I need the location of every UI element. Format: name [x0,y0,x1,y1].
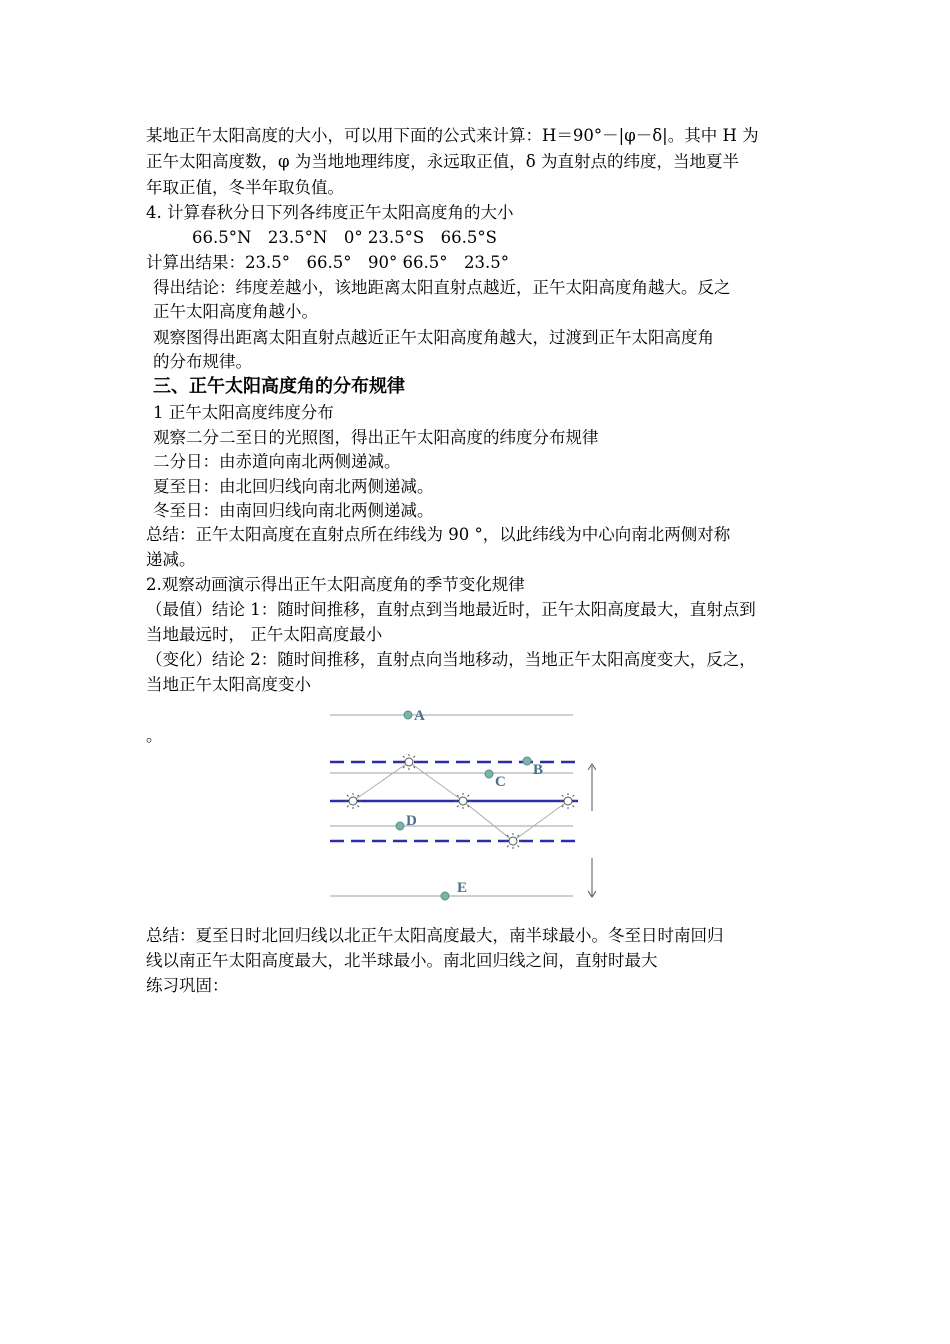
section-heading: 三、正午太阳高度角的分布规律 [153,376,405,397]
formula-line-2: 正午太阳高度数，φ 为当地地理纬度，永远取正值，δ 为直射点的纬度，当地夏半 [146,152,739,171]
observe-line-1: 观察图得出距离太阳直射点越近正午太阳高度角越大，过渡到正午太阳高度角 [153,328,714,347]
point-d [396,822,404,830]
question-4-title: 4. 计算春秋分日下列各纬度正午太阳高度角的大小 [146,203,514,222]
practice-heading: 练习巩固： [146,976,229,995]
label-b: B [533,762,544,778]
point-c [485,770,493,778]
observe-line-2: 的分布规律。 [153,352,252,371]
conclusion-line-1: 得出结论：纬度差越小，该地距离太阳直射点越近，正午太阳高度角越大。反之 [153,278,731,297]
label-c: C [495,774,506,790]
summary-2-line-2: 线以南正午太阳高度最大，北半球最小。南北回归线之间，直射时最大 [146,951,658,970]
point-a [404,711,412,719]
point-b [523,757,531,765]
conclusion-1-line-2: 当地最远时， 正午太阳高度最小 [146,625,383,644]
solar-position-diagram [326,700,596,905]
conclusion-2-line-1: （变化）结论 2：随时间推移，直射点向当地移动，当地正午太阳高度变大，反之， [146,650,756,669]
label-e: E [457,880,468,896]
summer-solstice-rule: 夏至日：由北回归线向南北两侧递减。 [153,477,434,496]
stray-period: 。 [146,726,163,745]
label-a: A [414,708,425,724]
formula-line-1: 某地正午太阳高度的大小，可以用下面的公式来计算：H＝90°－|φ－δ|。其中 H 为 [146,126,759,145]
question-4-result: 计算出结果：23.5° 66.5° 90° 66.5° 23.5° [146,253,509,272]
summary-2-line-1: 总结：夏至日时北回归线以北正午太阳高度最大，南半球最小。冬至日时南回归 [146,926,724,945]
winter-solstice-rule: 冬至日：由南回归线向南北两侧递减。 [153,501,434,520]
subsection-2-title: 2.观察动画演示得出正午太阳高度角的季节变化规律 [146,575,525,594]
label-d: D [406,813,417,829]
subsection-1-title: 1 正午太阳高度纬度分布 [153,403,334,422]
conclusion-1-line-1: （最值）结论 1：随时间推移，直射点到当地最近时，正午太阳高度最大，直射点到 [146,600,756,619]
question-4-latitudes: 66.5°N 23.5°N 0° 23.5°S 66.5°S [192,228,497,247]
summary-1-line-1: 总结：正午太阳高度在直射点所在纬线为 90 °，以此纬线为中心向南北两侧对称 [146,525,731,544]
summary-1-line-2: 递减。 [146,550,196,569]
formula-line-3: 年取正值，冬半年取负值。 [146,178,344,197]
subsection-1-observe: 观察二分二至日的光照图，得出正午太阳高度的纬度分布规律 [153,428,599,447]
conclusion-2-line-2: 当地正午太阳高度变小 [146,675,311,694]
conclusion-line-2: 正午太阳高度角越小。 [153,302,318,321]
point-e [441,892,449,900]
equinox-rule: 二分日：由赤道向南北两侧递减。 [153,452,401,471]
